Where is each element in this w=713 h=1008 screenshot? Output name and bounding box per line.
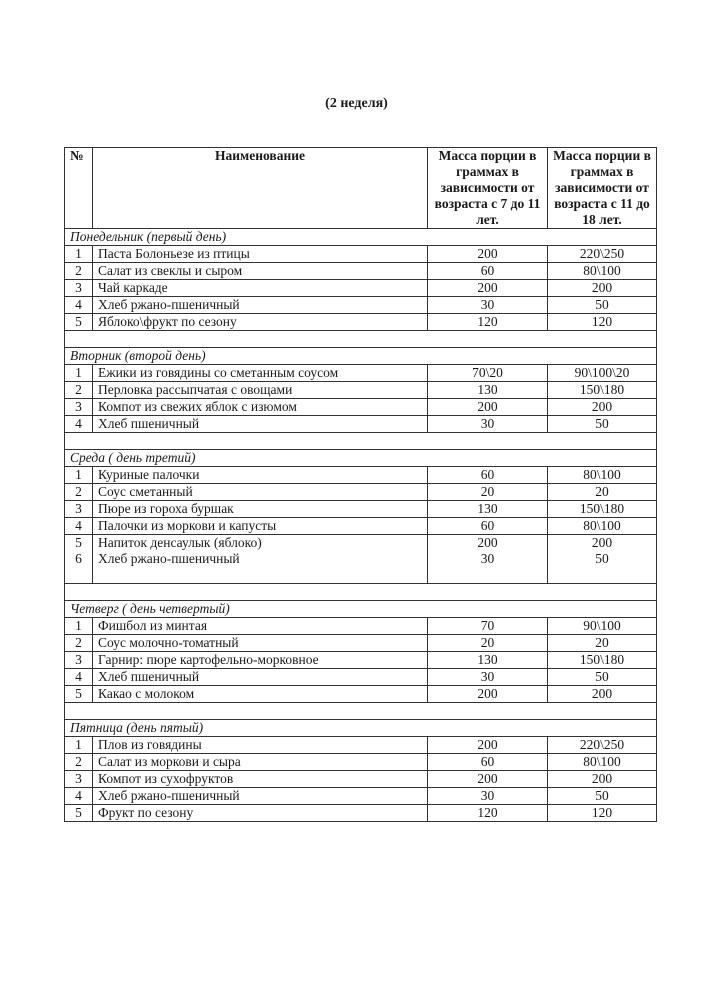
- mass-7-11: 200: [428, 737, 548, 754]
- item-number: 2: [65, 263, 93, 280]
- mass-11-18: 80\100: [548, 518, 657, 535]
- header-mass-11-18: Масса порции в граммах в зависимости от возраста с 11 до 18 лет.: [548, 148, 657, 229]
- table-row: [65, 618, 657, 635]
- item-number: 2: [65, 754, 93, 771]
- item-number: 5: [65, 314, 93, 331]
- table-row: [65, 263, 657, 280]
- table-row: [65, 297, 657, 314]
- item-number: 3: [65, 501, 93, 518]
- item-number: 5 6: [65, 535, 93, 584]
- mass-7-11: 60: [428, 263, 548, 280]
- mass-11-18: 200: [548, 686, 657, 703]
- table-row: [65, 399, 657, 416]
- spacer-cell: [65, 433, 657, 450]
- day-header-row: [65, 348, 657, 365]
- mass-7-11: 60: [428, 754, 548, 771]
- item-number: 1: [65, 246, 93, 263]
- day-label: Вторник (второй день): [65, 348, 657, 365]
- mass-7-11: 30: [428, 788, 548, 805]
- table-row: [65, 246, 657, 263]
- header-row: [65, 148, 657, 229]
- item-name: Паста Болоньезе из птицы: [93, 246, 428, 263]
- menu-body: [65, 229, 657, 822]
- item-name: Хлеб пшеничный: [93, 416, 428, 433]
- mass-7-11: 70\20: [428, 365, 548, 382]
- item-name: Гарнир: пюре картофельно-морковное: [93, 652, 428, 669]
- table-row: [65, 280, 657, 297]
- mass-7-11: 200: [428, 246, 548, 263]
- mass-7-11: 120: [428, 314, 548, 331]
- item-number: 1: [65, 365, 93, 382]
- mass-7-11: 70: [428, 618, 548, 635]
- table-row-merged: [65, 535, 657, 584]
- mass-11-18: 90\100\20: [548, 365, 657, 382]
- table-row: [65, 788, 657, 805]
- table-row: [65, 652, 657, 669]
- item-name: Палочки из моркови и капусты: [93, 518, 428, 535]
- mass-11-18: 150\180: [548, 501, 657, 518]
- item-number: 1: [65, 467, 93, 484]
- item-name: Какао с молоком: [93, 686, 428, 703]
- table-row: [65, 635, 657, 652]
- table-row: [65, 737, 657, 754]
- item-name: Куриные палочки: [93, 467, 428, 484]
- mass-11-18: 20: [548, 635, 657, 652]
- table-row: [65, 686, 657, 703]
- spacer-row: [65, 433, 657, 450]
- item-name: Плов из говядины: [93, 737, 428, 754]
- mass-11-18: 80\100: [548, 754, 657, 771]
- day-header-row: [65, 601, 657, 618]
- mass-11-18: 150\180: [548, 652, 657, 669]
- spacer-cell: [65, 584, 657, 601]
- day-header-row: [65, 720, 657, 737]
- item-name: Компот из свежих яблок с изюмом: [93, 399, 428, 416]
- item-name: Яблоко\фрукт по сезону: [93, 314, 428, 331]
- mass-7-11: 20: [428, 635, 548, 652]
- mass-7-11: 130: [428, 652, 548, 669]
- table-row: [65, 467, 657, 484]
- table-row: [65, 518, 657, 535]
- item-name: Ежики из говядины со сметанным соусом: [93, 365, 428, 382]
- item-number: 3: [65, 399, 93, 416]
- spacer-row: [65, 584, 657, 601]
- spacer-cell: [65, 331, 657, 348]
- header-name: Наименование: [93, 148, 428, 229]
- item-name: Фрукт по сезону: [93, 805, 428, 822]
- mass-11-18: 120: [548, 805, 657, 822]
- day-header-row: [65, 229, 657, 246]
- table-row: [65, 501, 657, 518]
- mass-11-18: 90\100: [548, 618, 657, 635]
- mass-11-18: 80\100: [548, 263, 657, 280]
- day-label: Понедельник (первый день): [65, 229, 657, 246]
- item-number: 3: [65, 280, 93, 297]
- mass-7-11: 30: [428, 669, 548, 686]
- table-row: [65, 365, 657, 382]
- item-number: 4: [65, 788, 93, 805]
- mass-7-11: 60: [428, 467, 548, 484]
- mass-11-18: 200: [548, 280, 657, 297]
- mass-11-18: 120: [548, 314, 657, 331]
- item-name: Перловка рассыпчатая с овощами: [93, 382, 428, 399]
- item-number: 1: [65, 737, 93, 754]
- item-number: 1: [65, 618, 93, 635]
- item-number: 2: [65, 484, 93, 501]
- mass-11-18: 50: [548, 788, 657, 805]
- day-label: Четверг ( день четвертый): [65, 601, 657, 618]
- header-mass-7-11: Масса порции в граммах в зависимости от возраста с 7 до 11 лет.: [428, 148, 548, 229]
- item-number: 5: [65, 686, 93, 703]
- item-name: Салат из свеклы и сыром: [93, 263, 428, 280]
- item-number: 3: [65, 771, 93, 788]
- mass-7-11: 200: [428, 771, 548, 788]
- table-row: [65, 805, 657, 822]
- mass-7-11: 130: [428, 501, 548, 518]
- mass-11-18: 200: [548, 399, 657, 416]
- item-name: Компот из сухофруктов: [93, 771, 428, 788]
- item-name: Напиток денсаулык (яблоко) Хлеб ржано-пшеничный: [93, 535, 428, 584]
- item-number: 5: [65, 805, 93, 822]
- table-row: [65, 416, 657, 433]
- spacer-row: [65, 703, 657, 720]
- item-number: 2: [65, 635, 93, 652]
- table-row: [65, 314, 657, 331]
- item-number: 4: [65, 518, 93, 535]
- table-row: [65, 754, 657, 771]
- item-number: 2: [65, 382, 93, 399]
- mass-7-11: 200: [428, 686, 548, 703]
- mass-7-11: 200: [428, 280, 548, 297]
- item-name: Хлеб пшеничный: [93, 669, 428, 686]
- item-name: Хлеб ржано-пшеничный: [93, 788, 428, 805]
- item-number: 3: [65, 652, 93, 669]
- mass-7-11: 60: [428, 518, 548, 535]
- item-name: Фишбол из минтая: [93, 618, 428, 635]
- item-name: Хлеб ржано-пшеничный: [93, 297, 428, 314]
- item-name: Соус сметанный: [93, 484, 428, 501]
- table-row: [65, 669, 657, 686]
- page-title: (2 неделя): [325, 96, 388, 111]
- mass-7-11: 200 30: [428, 535, 548, 584]
- item-name: Пюре из гороха буршак: [93, 501, 428, 518]
- menu-table: [64, 147, 657, 822]
- mass-11-18: 220\250: [548, 737, 657, 754]
- day-label: Пятница (день пятый): [65, 720, 657, 737]
- mass-7-11: 200: [428, 399, 548, 416]
- item-name: Чай каркаде: [93, 280, 428, 297]
- mass-11-18: 200 50: [548, 535, 657, 584]
- spacer-row: [65, 331, 657, 348]
- item-name: Салат из моркови и сыра: [93, 754, 428, 771]
- mass-11-18: 50: [548, 669, 657, 686]
- item-number: 4: [65, 416, 93, 433]
- table-row: [65, 771, 657, 788]
- item-number: 4: [65, 669, 93, 686]
- item-name: Соус молочно-томатный: [93, 635, 428, 652]
- mass-11-18: 150\180: [548, 382, 657, 399]
- mass-7-11: 120: [428, 805, 548, 822]
- header-num: №: [65, 148, 93, 229]
- day-header-row: [65, 450, 657, 467]
- day-label: Среда ( день третий): [65, 450, 657, 467]
- mass-7-11: 20: [428, 484, 548, 501]
- mass-11-18: 80\100: [548, 467, 657, 484]
- item-number: 4: [65, 297, 93, 314]
- mass-7-11: 130: [428, 382, 548, 399]
- table-row: [65, 382, 657, 399]
- mass-11-18: 50: [548, 297, 657, 314]
- mass-11-18: 50: [548, 416, 657, 433]
- spacer-cell: [65, 703, 657, 720]
- table-row: [65, 484, 657, 501]
- mass-11-18: 200: [548, 771, 657, 788]
- mass-11-18: 20: [548, 484, 657, 501]
- mass-11-18: 220\250: [548, 246, 657, 263]
- mass-7-11: 30: [428, 416, 548, 433]
- mass-7-11: 30: [428, 297, 548, 314]
